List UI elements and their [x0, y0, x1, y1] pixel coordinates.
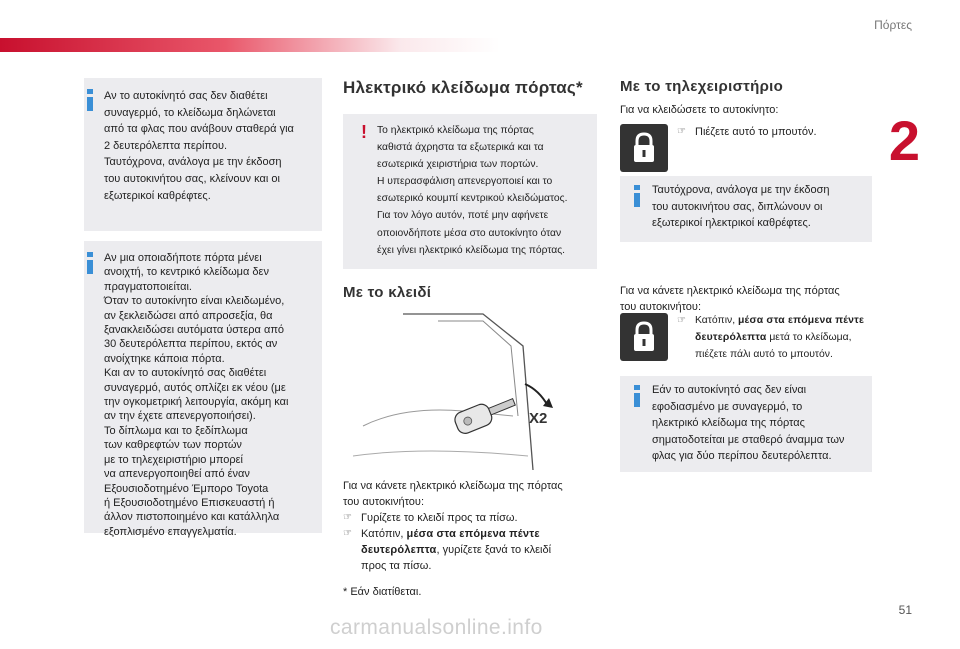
- text-line: Ταυτόχρονα, ανάλογα με την έκδοση: [104, 156, 282, 169]
- text-line: πραγματοποιείται.: [104, 280, 192, 293]
- remote-lock-button: [620, 313, 668, 361]
- page-heading: Ηλεκτρικό κλείδωμα πόρτας*: [343, 78, 583, 97]
- arrow-icon: ☞: [343, 512, 352, 523]
- instruction-step: [677, 312, 877, 329]
- x2-label: X2: [529, 410, 548, 427]
- info-icon: [87, 89, 94, 111]
- text-line: Το ηλεκτρικό κλείδωμα της πόρτας: [377, 125, 534, 136]
- text-line: εφοδιασμένο με συναγερμό, το: [652, 400, 803, 413]
- info-icon: [87, 252, 94, 274]
- text-line: εσωτερικό κουμπί κεντρικού κλειδώματος.: [377, 193, 568, 205]
- text-line: Όταν το αυτοκίνητο είναι κλειδωμένο,: [104, 295, 285, 308]
- text-line: Εάν το αυτοκίνητό σας δεν είναι: [652, 384, 807, 396]
- text-line: εξωτερικοί καθρέφτες.: [104, 189, 211, 202]
- step-text: Κατόπιν,: [361, 528, 407, 540]
- text-line: Για να κάνετε ηλεκτρικό κλείδωμα της πόρτας: [620, 285, 840, 297]
- warning-icon: !: [361, 122, 367, 142]
- text-line: φλας για δύο περίπου δευτερόλεπτα.: [652, 450, 832, 463]
- text-line: ξανακλειδώσει αυτόματα ύστερα από: [104, 324, 285, 337]
- text-line: Αν το αυτοκίνητό σας δεν διαθέτει: [104, 90, 268, 102]
- text-line: την ογκομετρική λειτουργία, ακόμη και: [104, 396, 289, 409]
- text-line: Για να κάνετε ηλεκτρικό κλείδωμα της πόρτας: [343, 480, 563, 492]
- text-line: εξοπλισμένο επαγγελματία.: [104, 525, 237, 538]
- text-line: Ταυτόχρονα, ανάλογα με την έκδοση: [652, 184, 830, 196]
- text-line: ανοίχτηκε κάποια πόρτα.: [104, 352, 225, 365]
- warning-box: [343, 114, 597, 269]
- footnote: * Εάν διατίθεται.: [343, 586, 422, 598]
- text-line: των καθρεφτών των πορτών: [104, 439, 242, 452]
- remote-lock-button: [620, 124, 668, 172]
- text-line: να απενεργοποιηθεί από έναν: [104, 468, 250, 481]
- info-box-mirrors: [620, 176, 872, 242]
- deadlock-intro: [620, 283, 880, 315]
- step-emphasis: δευτερόλεπτα: [361, 544, 437, 556]
- arrow-icon: ☞: [677, 126, 686, 137]
- text-line: ηλεκτρικό κλείδωμα της πόρτας: [652, 417, 805, 430]
- step-text: Κατόπιν,: [695, 315, 738, 326]
- text-line: ή Εξουσιοδοτημένο Επισκευαστή ή: [104, 496, 275, 509]
- step-emphasis: μέσα στα επόμενα πέντε: [738, 315, 865, 326]
- info-box-alarm: [84, 78, 322, 231]
- section-title: Πόρτες: [874, 18, 912, 32]
- step-text: προς τα πίσω.: [361, 560, 432, 572]
- info-box-door-open: [84, 241, 322, 538]
- step-text: Γυρίζετε το κλειδί προς τα πίσω.: [361, 512, 518, 524]
- step-emphasis: δευτερόλεπτα: [695, 332, 767, 343]
- remote-heading: Με το τηλεχειριστήριο: [620, 78, 784, 95]
- text-line: του αυτοκινήτου σας, κλείνουν και οι: [104, 172, 280, 185]
- step-emphasis: μέσα στα επόμενα πέντε: [406, 528, 540, 540]
- text-line: καθιστά άχρηστα τα εξωτερικά και τα: [377, 142, 544, 154]
- text-line: συναγερμό, αυτός οπλίζει εκ νέου (με: [104, 381, 286, 394]
- instruction-step: [343, 510, 597, 526]
- deadlock-steps: [677, 312, 877, 363]
- arrow-icon: ☞: [677, 315, 686, 326]
- text-line: Εξουσιοδοτημένο Έμπορο Toyota: [104, 482, 269, 495]
- page-number: 51: [898, 603, 912, 617]
- info-box-no-alarm: [620, 376, 872, 472]
- remote-intro: Για να κλειδώσετε το αυτοκίνητο:: [620, 104, 779, 116]
- key-door-illustration: [343, 306, 597, 470]
- text-line: με το τηλεχειριστήριο μπορεί: [104, 453, 243, 466]
- text-line: αν την έχετε απενεργοποιήσει).: [104, 410, 256, 423]
- text-line: σηματοδοτείται με σταθερό άναμμα των: [652, 433, 845, 446]
- step-text: , γυρίζετε ξανά το κλειδί: [436, 544, 552, 556]
- text-line: έχει γίνει ηλεκτρικό κλείδωμα της πόρτας.: [377, 244, 566, 256]
- text-line: οποιονδήποτε μέσα στο αυτοκίνητο όταν: [377, 227, 562, 239]
- text-line: αν ξεκλειδώσει από απροσεξία, θα: [104, 309, 273, 322]
- text-line: του αυτοκινήτου σας, διπλώνουν οι: [652, 200, 823, 213]
- step-text: πιέζετε πάλι αυτό το μπουτόν.: [695, 349, 833, 360]
- text-line: του αυτοκινήτου:: [620, 301, 702, 313]
- text-line: άλλον πιστοποιημένο και κατάλληλα: [104, 511, 280, 524]
- instruction-step: [677, 124, 877, 140]
- arrow-icon: ☞: [343, 528, 352, 539]
- text-line: του αυτοκινήτου:: [343, 496, 425, 508]
- text-line: ανοιχτή, το κεντρικό κλείδωμα δεν: [104, 266, 269, 279]
- step-text: μετά το κλείδωμα,: [766, 332, 852, 343]
- lock-icon: [620, 313, 668, 361]
- header-accent-bar: [0, 38, 500, 52]
- text-line: εσωτερικά χειριστήρια των πορτών.: [377, 159, 539, 171]
- text-line: συναγερμό, το κλείδωμα δηλώνεται: [104, 106, 276, 119]
- lock-icon: [620, 124, 668, 172]
- text-line: 2 δευτερόλεπτα περίπου.: [104, 139, 228, 152]
- info-icon: [634, 385, 641, 407]
- text-line: Το δίπλωμα και το ξεδίπλωμα: [104, 424, 248, 437]
- text-line: Και αν το αυτοκίνητό σας διαθέτει: [104, 367, 267, 380]
- key-instructions: [343, 478, 597, 574]
- watermark: carmanualsonline.info: [330, 616, 543, 639]
- key-heading: Με το κλειδί: [343, 284, 432, 301]
- text-line: 30 δευτερόλεπτα περίπου, εκτός αν: [104, 338, 278, 351]
- text-line: Για τον λόγο αυτόν, ποτέ μην αφήνετε: [377, 210, 549, 222]
- text-line: Αν μια οποιαδήποτε πόρτα μένει: [104, 252, 262, 264]
- step-text: Πιέζετε αυτό το μπουτόν.: [695, 126, 817, 138]
- text-line: από τα φλας που ανάβουν σταθερά για: [104, 123, 294, 136]
- info-icon: [634, 185, 641, 207]
- instruction-step: [343, 526, 597, 542]
- text-line: εξωτερικοί ηλεκτρικοί καθρέφτες.: [652, 217, 811, 230]
- chapter-number: 2: [888, 109, 920, 172]
- text-line: Η υπερασφάλιση απενεργοποιεί και το: [377, 176, 553, 188]
